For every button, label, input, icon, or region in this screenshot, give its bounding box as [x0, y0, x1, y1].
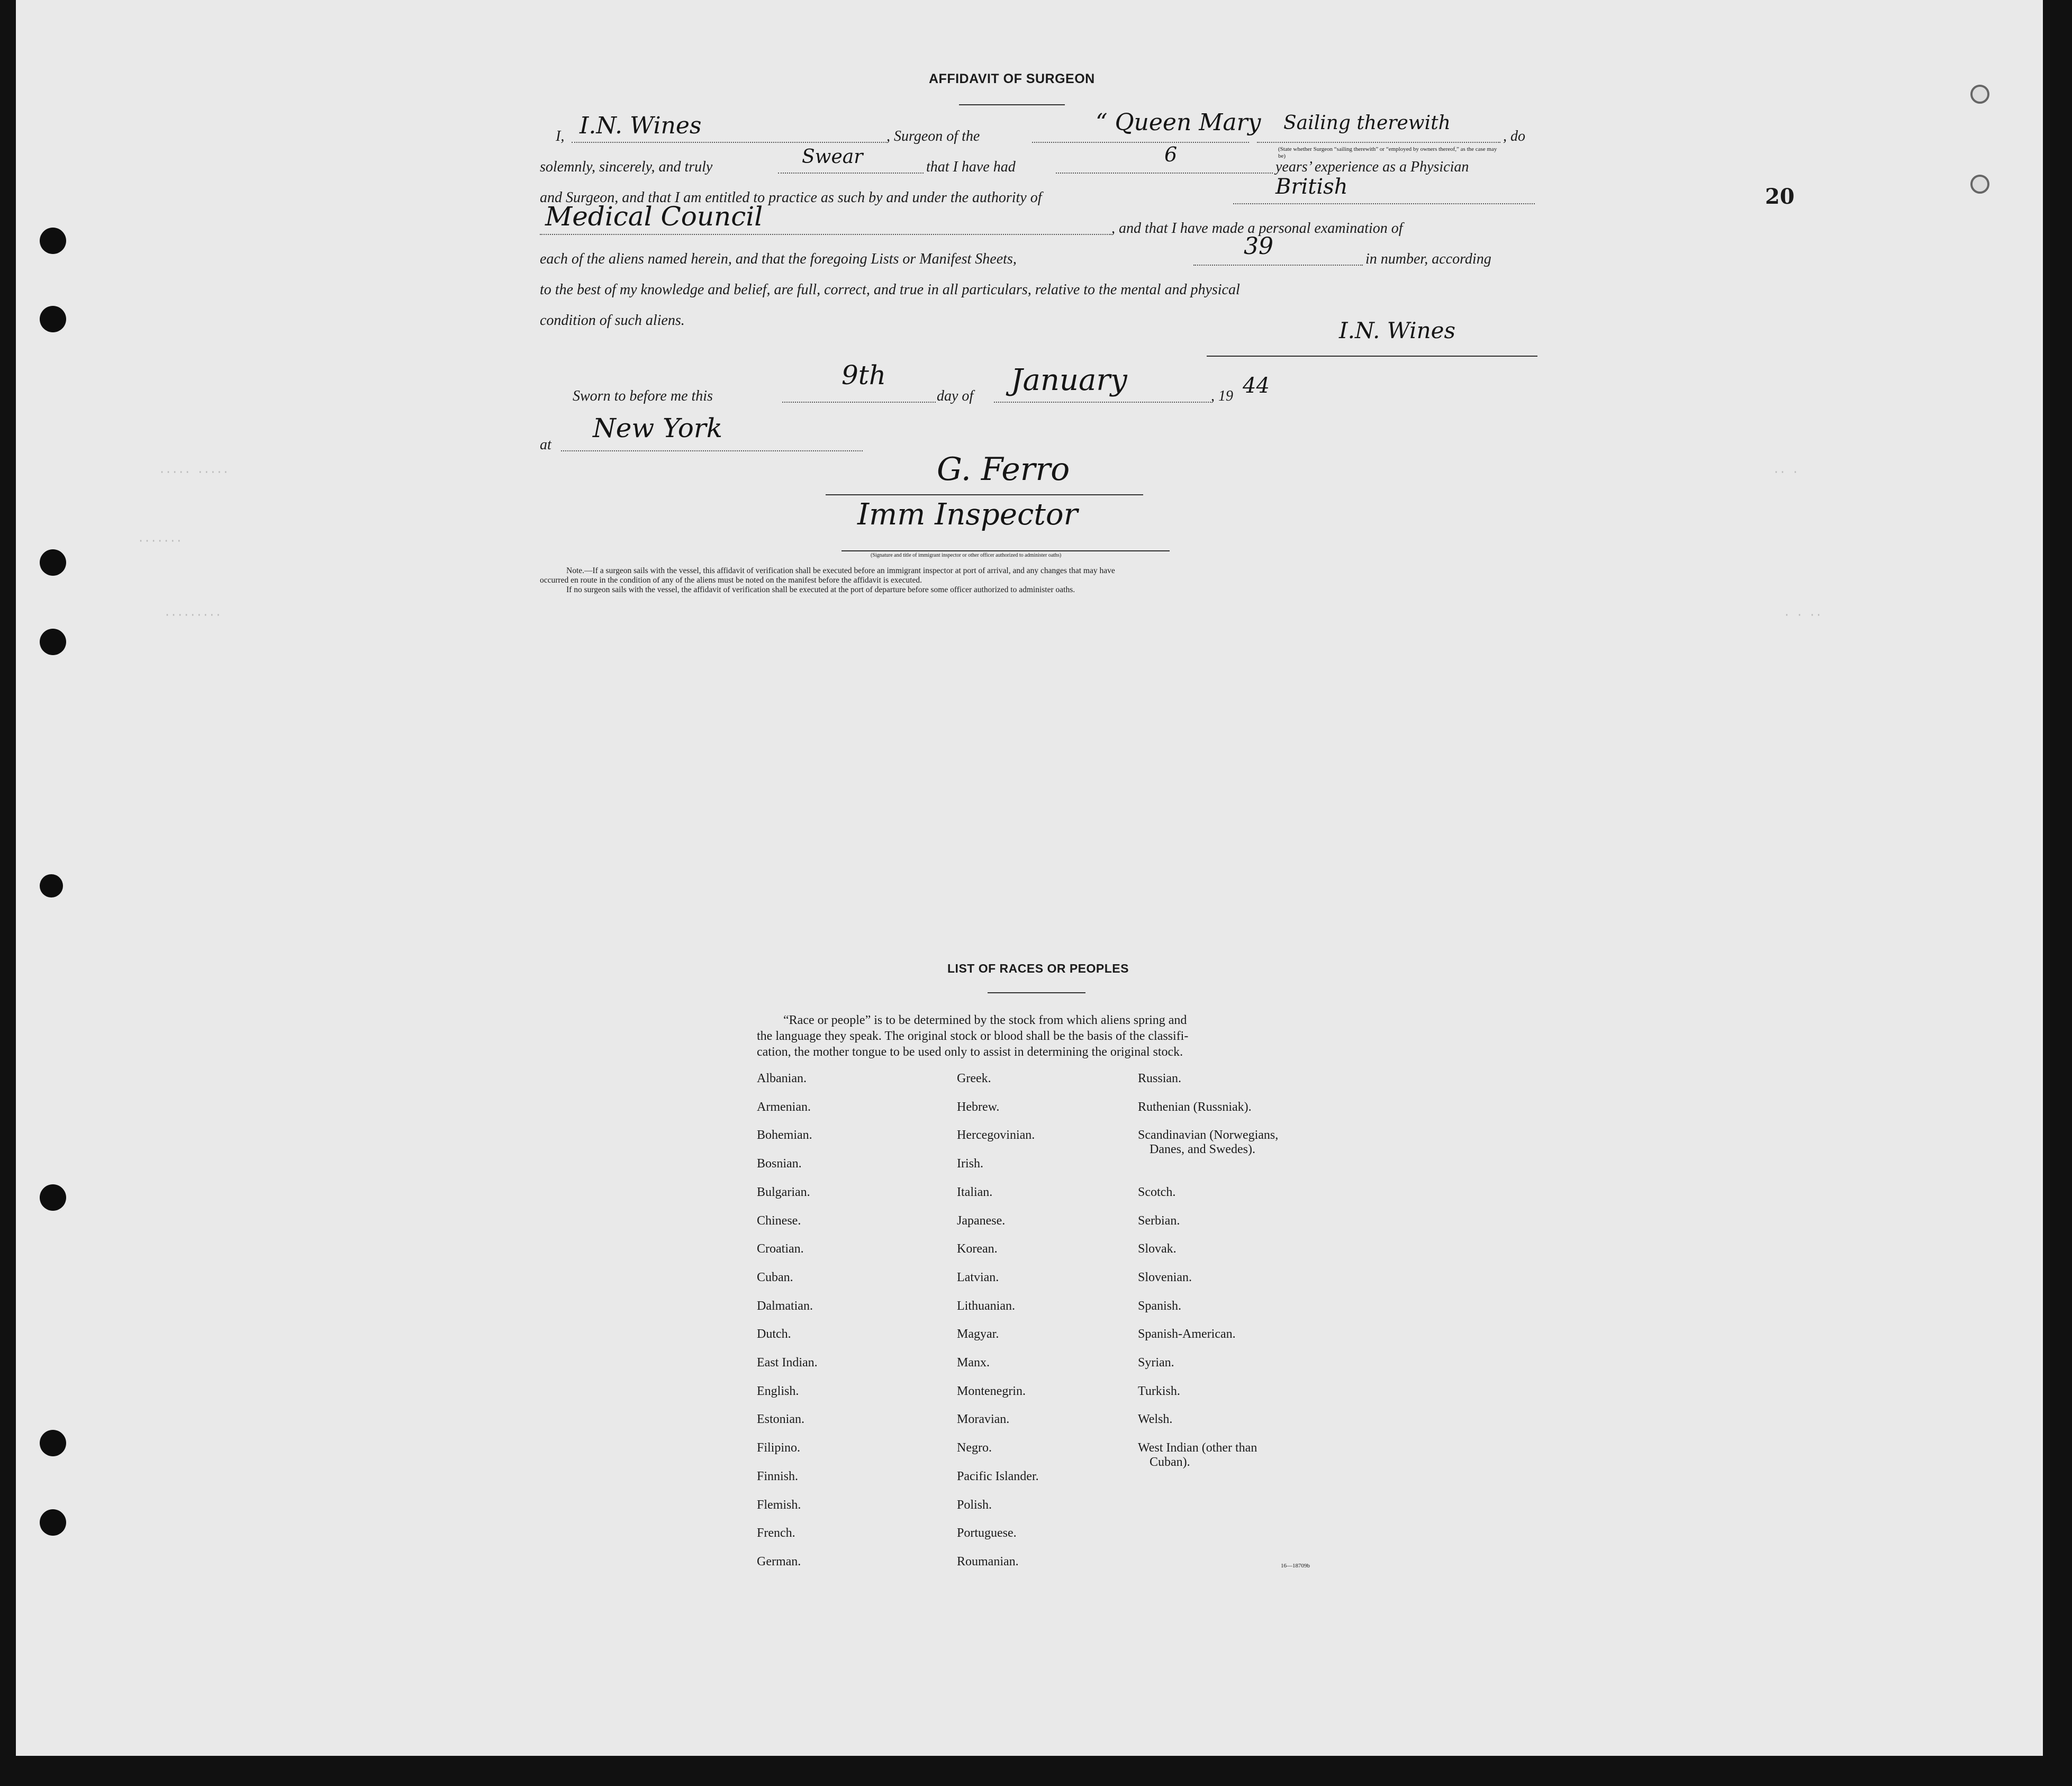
- document-page: [16, 0, 2043, 1756]
- authority-field-2: [540, 234, 1111, 235]
- race-item: Flemish.: [757, 1498, 801, 1512]
- surgeon-of-label: , Surgeon of the: [886, 128, 980, 144]
- years-field: [1056, 173, 1273, 174]
- binder-hole: [40, 874, 63, 897]
- solemnly-label: solemnly, sincerely, and truly: [540, 159, 713, 175]
- place-value: New York: [593, 413, 722, 443]
- race-item: East Indian.: [757, 1356, 818, 1370]
- race-item: Croatian.: [757, 1242, 804, 1256]
- affidavit-title: AFFIDAVIT OF SURGEON: [929, 71, 1095, 86]
- races-title: LIST OF RACES OR PEOPLES: [947, 962, 1129, 975]
- surgeon-name-field: [572, 142, 886, 143]
- day-value: 9th: [842, 360, 886, 391]
- note-line-3: If no surgeon sails with the vessel, the affidavit of verification shall be executed at the port of departure before some officer authorized to administer oaths.: [566, 585, 1075, 594]
- binder-hole: [40, 1509, 66, 1536]
- and-surgeon-label: and Surgeon, and that I am entitled to practice as such by and under the authority of: [540, 189, 1042, 206]
- race-item: Slovak.: [1138, 1242, 1177, 1256]
- race-item: Greek.: [957, 1072, 991, 1085]
- race-item: Italian.: [957, 1185, 993, 1199]
- officer-signature-line: [826, 494, 1143, 495]
- bleed-through-text: ·· ·: [1773, 466, 1799, 478]
- sheet-count: 39: [1244, 233, 1273, 260]
- race-item: Latvian.: [957, 1270, 999, 1284]
- race-item: Chinese.: [757, 1213, 801, 1228]
- surgeon-signature: I.N. Wines: [1339, 318, 1456, 343]
- race-item: Japanese.: [957, 1213, 1006, 1228]
- day-of-label: day of: [937, 388, 974, 404]
- races-intro-1: “Race or people” is to be determined by the stock from which aliens spring and: [783, 1013, 1187, 1027]
- binder-hole: [40, 1430, 66, 1456]
- in-number-label: in number, according: [1365, 251, 1491, 267]
- officer-title-line: [842, 550, 1170, 551]
- race-item: Pacific Islander.: [957, 1469, 1039, 1483]
- binder-hole: [40, 629, 66, 655]
- race-item: Moravian.: [957, 1412, 1010, 1427]
- personal-exam-label: , and that I have made a personal examination of: [1111, 220, 1403, 237]
- each-of-label: each of the aliens named herein, and that the foregoing Lists or Manifest Sheets,: [540, 251, 1017, 267]
- binder-hole: [40, 549, 66, 576]
- race-item: Scotch.: [1138, 1185, 1176, 1199]
- race-item: Scandinavian (Norwegians,: [1138, 1128, 1279, 1143]
- race-item: Bulgarian.: [757, 1185, 810, 1199]
- race-item: German.: [757, 1554, 801, 1569]
- oath-type: Swear: [802, 146, 863, 168]
- race-item: Cuban).: [1150, 1455, 1190, 1470]
- binder-ring: [1970, 85, 1989, 104]
- race-item: Montenegrin.: [957, 1384, 1026, 1398]
- day-field: [782, 402, 936, 403]
- race-item: Russian.: [1138, 1072, 1182, 1085]
- year-prefix: , 19: [1211, 388, 1233, 404]
- place-field: [561, 450, 863, 451]
- officer-title: Imm Inspector: [857, 497, 1078, 532]
- race-item: Irish.: [957, 1157, 983, 1171]
- races-intro-3: cation, the mother tongue to be used only to assist in determining the original stock.: [757, 1045, 1183, 1059]
- authority-line-1: British: [1275, 175, 1348, 199]
- race-item: Portuguese.: [957, 1526, 1017, 1540]
- form-number: 16—18709b: [1281, 1563, 1310, 1569]
- status-note: (State whether Surgeon “sailing therewith” or “employed by owners thereof,” as the case may be): [1278, 146, 1497, 159]
- race-item: Spanish.: [1138, 1299, 1182, 1313]
- title-rule: [959, 104, 1065, 105]
- authority-line-2: Medical Council: [545, 201, 763, 232]
- race-item: Magyar.: [957, 1327, 999, 1341]
- bleed-through-text: ·······: [138, 534, 183, 547]
- race-item: Polish.: [957, 1498, 992, 1512]
- i-label: I,: [556, 128, 565, 144]
- race-item: Serbian.: [1138, 1213, 1180, 1228]
- race-item: Korean.: [957, 1242, 998, 1256]
- do-label: , do: [1503, 128, 1525, 144]
- race-item: Danes, and Swedes).: [1150, 1143, 1255, 1157]
- race-item: Finnish.: [757, 1469, 799, 1483]
- binder-ring: [1970, 175, 1989, 194]
- race-item: Albanian.: [757, 1072, 807, 1085]
- race-item: Armenian.: [757, 1100, 811, 1114]
- note-line-2: occurred en route in the condition of any of the aliens must be noted on the manifest before the affidavit is executed.: [540, 576, 922, 585]
- sailing-status: Sailing therewith: [1283, 112, 1451, 134]
- sailing-status-field: [1257, 142, 1500, 143]
- race-item: Bohemian.: [757, 1128, 812, 1143]
- binder-hole: [40, 228, 66, 254]
- race-item: Syrian.: [1138, 1356, 1174, 1370]
- sheet-count-field: [1193, 265, 1363, 266]
- sworn-label: Sworn to before me this: [573, 388, 713, 404]
- condition-label: condition of such aliens.: [540, 312, 685, 329]
- binder-hole: [40, 1184, 66, 1211]
- surgeon-name: I.N. Wines: [580, 112, 702, 139]
- month-field: [994, 402, 1211, 403]
- month-value: January: [1011, 363, 1127, 397]
- race-item: Welsh.: [1138, 1412, 1173, 1427]
- bleed-through-text: ····· ·····: [159, 466, 229, 478]
- years-value: 6: [1164, 143, 1178, 166]
- race-item: Roumanian.: [957, 1554, 1019, 1569]
- officer-signature: G. Ferro: [937, 451, 1070, 488]
- year-suffix: 44: [1243, 374, 1270, 398]
- race-item: Turkish.: [1138, 1384, 1180, 1398]
- race-item: Estonian.: [757, 1412, 804, 1427]
- note-line-1: Note.—If a surgeon sails with the vessel, this affidavit of verification shall be executed before an immigrant inspector at port of arrival, and any changes that may have: [566, 566, 1115, 575]
- race-item: French.: [757, 1526, 795, 1540]
- years-label: years’ experience as a Physician: [1275, 159, 1469, 175]
- page-number: 20: [1765, 184, 1795, 209]
- race-item: Ruthenian (Russniak).: [1138, 1100, 1252, 1114]
- bleed-through-text: · · ··: [1784, 609, 1822, 621]
- race-item: West Indian (other than: [1138, 1441, 1257, 1455]
- race-item: Cuban.: [757, 1270, 793, 1284]
- race-item: Hebrew.: [957, 1100, 1000, 1114]
- race-item: English.: [757, 1384, 799, 1398]
- binder-hole: [40, 306, 66, 332]
- bleed-through-text: ·········: [164, 609, 222, 621]
- best-knowledge-label: to the best of my knowledge and belief, are full, correct, and true in all particulars, relative to the mental and physical: [540, 282, 1240, 298]
- vessel-name: “ Queen Mary: [1096, 109, 1261, 136]
- oath-field: [778, 173, 924, 174]
- surgeon-signature-line: [1207, 356, 1537, 357]
- officer-caption: (Signature and title of immigrant inspector or other officer authorized to administer oaths): [871, 552, 1062, 558]
- race-item: Negro.: [957, 1441, 992, 1455]
- authority-field-1: [1233, 203, 1535, 204]
- race-item: Bosnian.: [757, 1157, 802, 1171]
- race-item: Manx.: [957, 1356, 990, 1370]
- race-item: Hercegovinian.: [957, 1128, 1035, 1143]
- race-item: Lithuanian.: [957, 1299, 1015, 1313]
- races-title-rule: [988, 992, 1085, 993]
- race-item: Dutch.: [757, 1327, 791, 1341]
- race-item: Filipino.: [757, 1441, 801, 1455]
- races-intro-2: the language they speak. The original stock or blood shall be the basis of the classifi-: [757, 1029, 1189, 1043]
- at-label: at: [540, 437, 551, 453]
- vessel-field: [1032, 142, 1249, 143]
- that-i-have-had-label: that I have had: [926, 159, 1016, 175]
- race-item: Dalmatian.: [757, 1299, 813, 1313]
- race-item: Spanish-American.: [1138, 1327, 1236, 1341]
- race-item: Slovenian.: [1138, 1270, 1192, 1284]
